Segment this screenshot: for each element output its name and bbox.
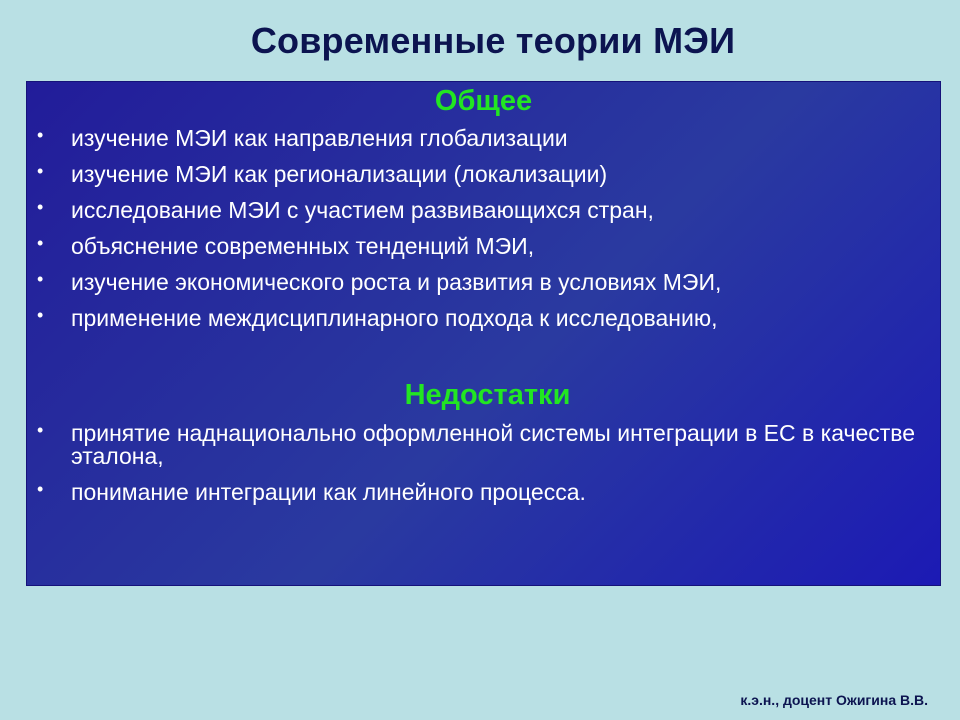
list-item [27,307,940,330]
list-item [27,235,940,258]
content-box [26,81,941,586]
list-item [27,271,940,294]
flaws-list [27,422,940,517]
list-item-text: объяснение современных тенденций МЭИ, [71,233,535,259]
list-item-text: исследование МЭИ с участием развивающихся стран, [71,197,654,223]
bullet-icon: • [37,269,44,289]
bullet-icon: • [37,233,44,253]
list-item-text: изучение МЭИ как регионализации (локализации) [71,161,608,187]
slide-title: Современные теории МЭИ [250,20,736,61]
bullet-icon: • [37,479,44,499]
section-heading-flaws: Недостатки [404,379,571,411]
bullet-icon: • [37,197,44,217]
bullet-icon: • [37,305,44,325]
list-item-text: изучение МЭИ как направления глобализации [71,125,568,151]
general-list [27,127,940,343]
list-item-text: применение междисциплинарного подхода к исследованию, [71,305,718,331]
author-footer: к.э.н., доцент Ожигина В.В. [740,692,928,708]
list-item-text: принятие наднационально оформленной системы интеграции в ЕС в качестве эталона, [71,420,916,469]
list-item [27,127,940,150]
bullet-icon: • [37,125,44,145]
list-item [27,422,940,468]
list-item-text: изучение экономического роста и развития в условиях МЭИ, [71,269,722,295]
list-item [27,199,940,222]
bullet-icon: • [37,161,44,181]
bullet-icon: • [37,420,44,440]
list-item [27,163,940,186]
list-item-text: понимание интеграции как линейного процесса. [71,479,586,505]
section-heading-general: Общее [434,85,533,117]
list-item [27,481,940,504]
